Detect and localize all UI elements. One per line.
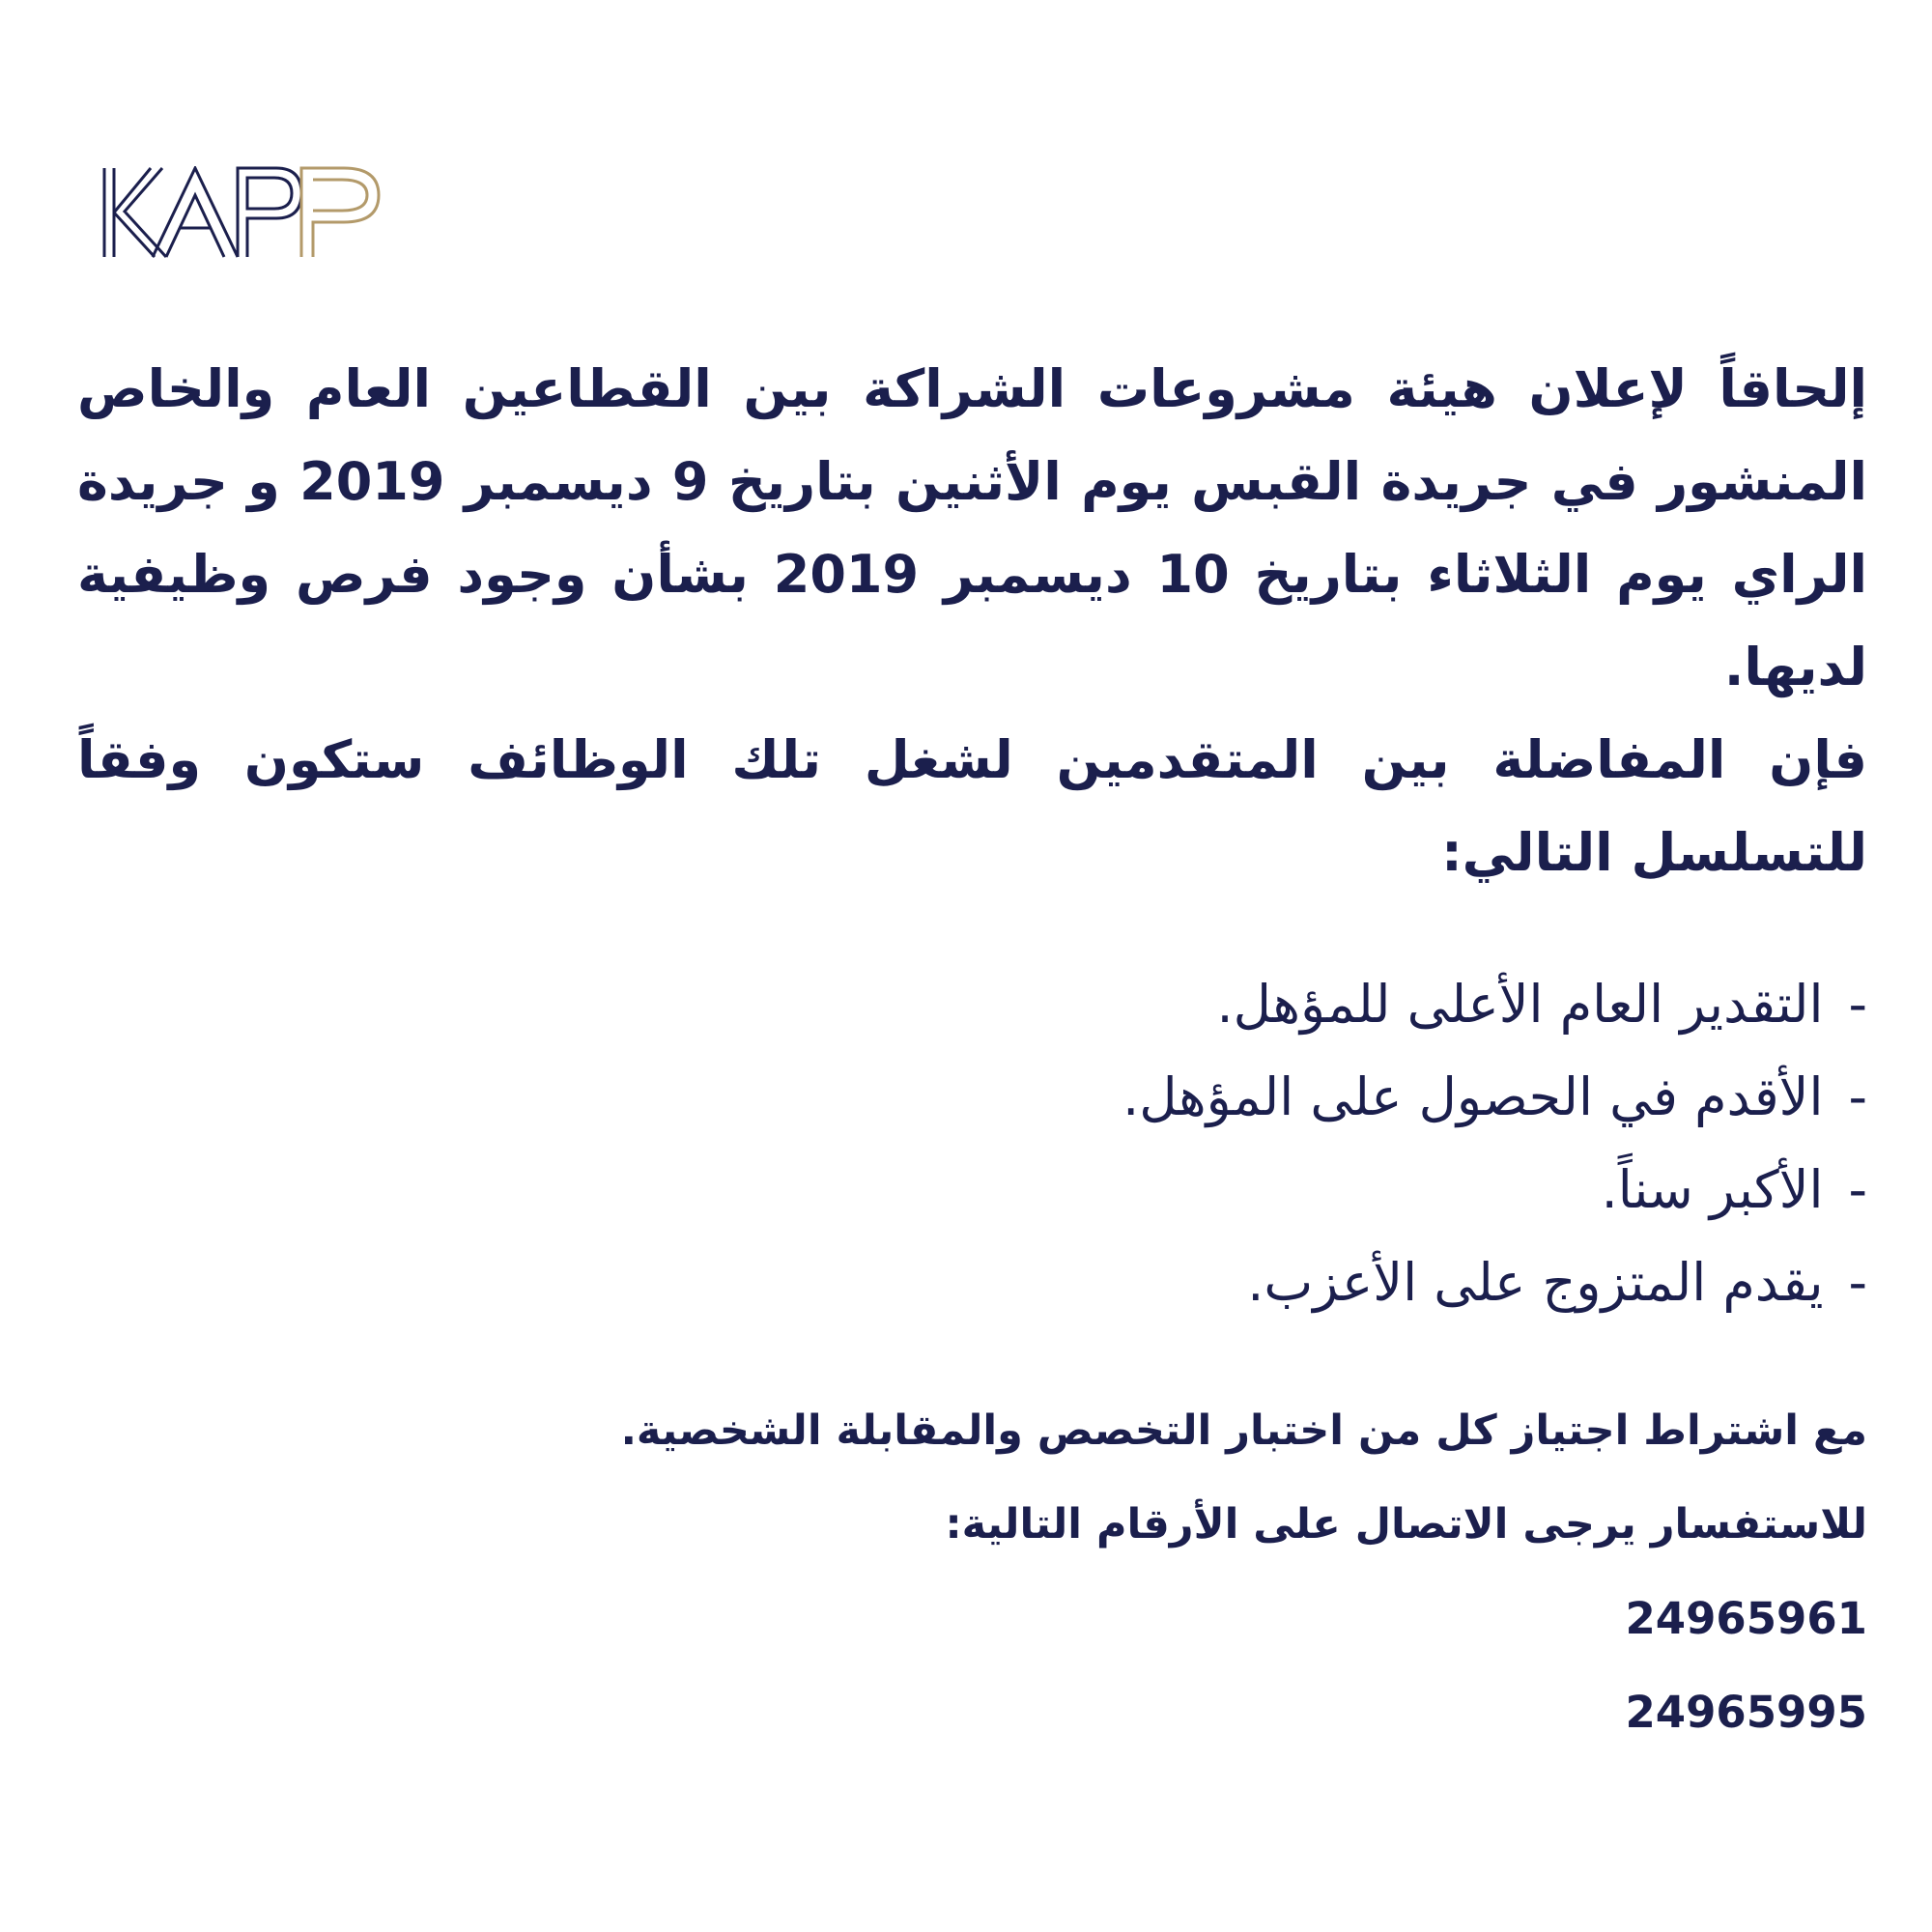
bullet-dash: -	[1848, 1252, 1867, 1313]
list-item	[77, 1051, 1867, 1144]
announcement-paragraph-1: إلحاقاً لإعلان هيئة مشروعات الشراكة بين القطاعين العام والخاص المنشور في جريدة القبس يوم الأثنين بتاريخ 9 ديسمبر 2019 و جريدة الراي يوم الثلاثاء بتاريخ 10 ديسمبر 2019 بشأن وجود فرص وظيفية لديها.	[77, 358, 1868, 697]
bullet-dash: -	[1848, 1066, 1867, 1127]
list-item	[77, 1236, 1867, 1329]
announcement-body	[77, 343, 1867, 899]
criteria-text: الأكبر سناً.	[1601, 1159, 1824, 1220]
bullet-dash: -	[1848, 974, 1867, 1035]
list-item	[77, 1144, 1867, 1236]
criteria-text: يقدم المتزوج على الأعزب.	[1247, 1252, 1824, 1313]
kapp-logo	[102, 166, 392, 259]
inquiry-text: للاستفسار يرجى الاتصال على الأرقام التالية:	[945, 1500, 1867, 1548]
announcement-paragraph-2: فإن المفاضلة بين المتقدمين لشغل تلك الوظائف ستكون وفقاً للتسلسل التالي:	[77, 729, 1867, 883]
phone-number-2: 24965995	[1625, 1687, 1867, 1738]
list-item	[77, 958, 1867, 1051]
bullet-dash: -	[1848, 1159, 1867, 1220]
criteria-text: التقدير العام الأعلى للمؤهل.	[1216, 974, 1824, 1035]
condition-text: مع اشتراط اجتياز كل من اختبار التخصص والمقابلة الشخصية.	[620, 1406, 1867, 1455]
criteria-list	[77, 958, 1929, 1329]
footer-section	[77, 1384, 1867, 1759]
criteria-text: الأقدم في الحصول على المؤهل.	[1122, 1066, 1824, 1127]
phone-number-1: 24965961	[1625, 1593, 1867, 1644]
